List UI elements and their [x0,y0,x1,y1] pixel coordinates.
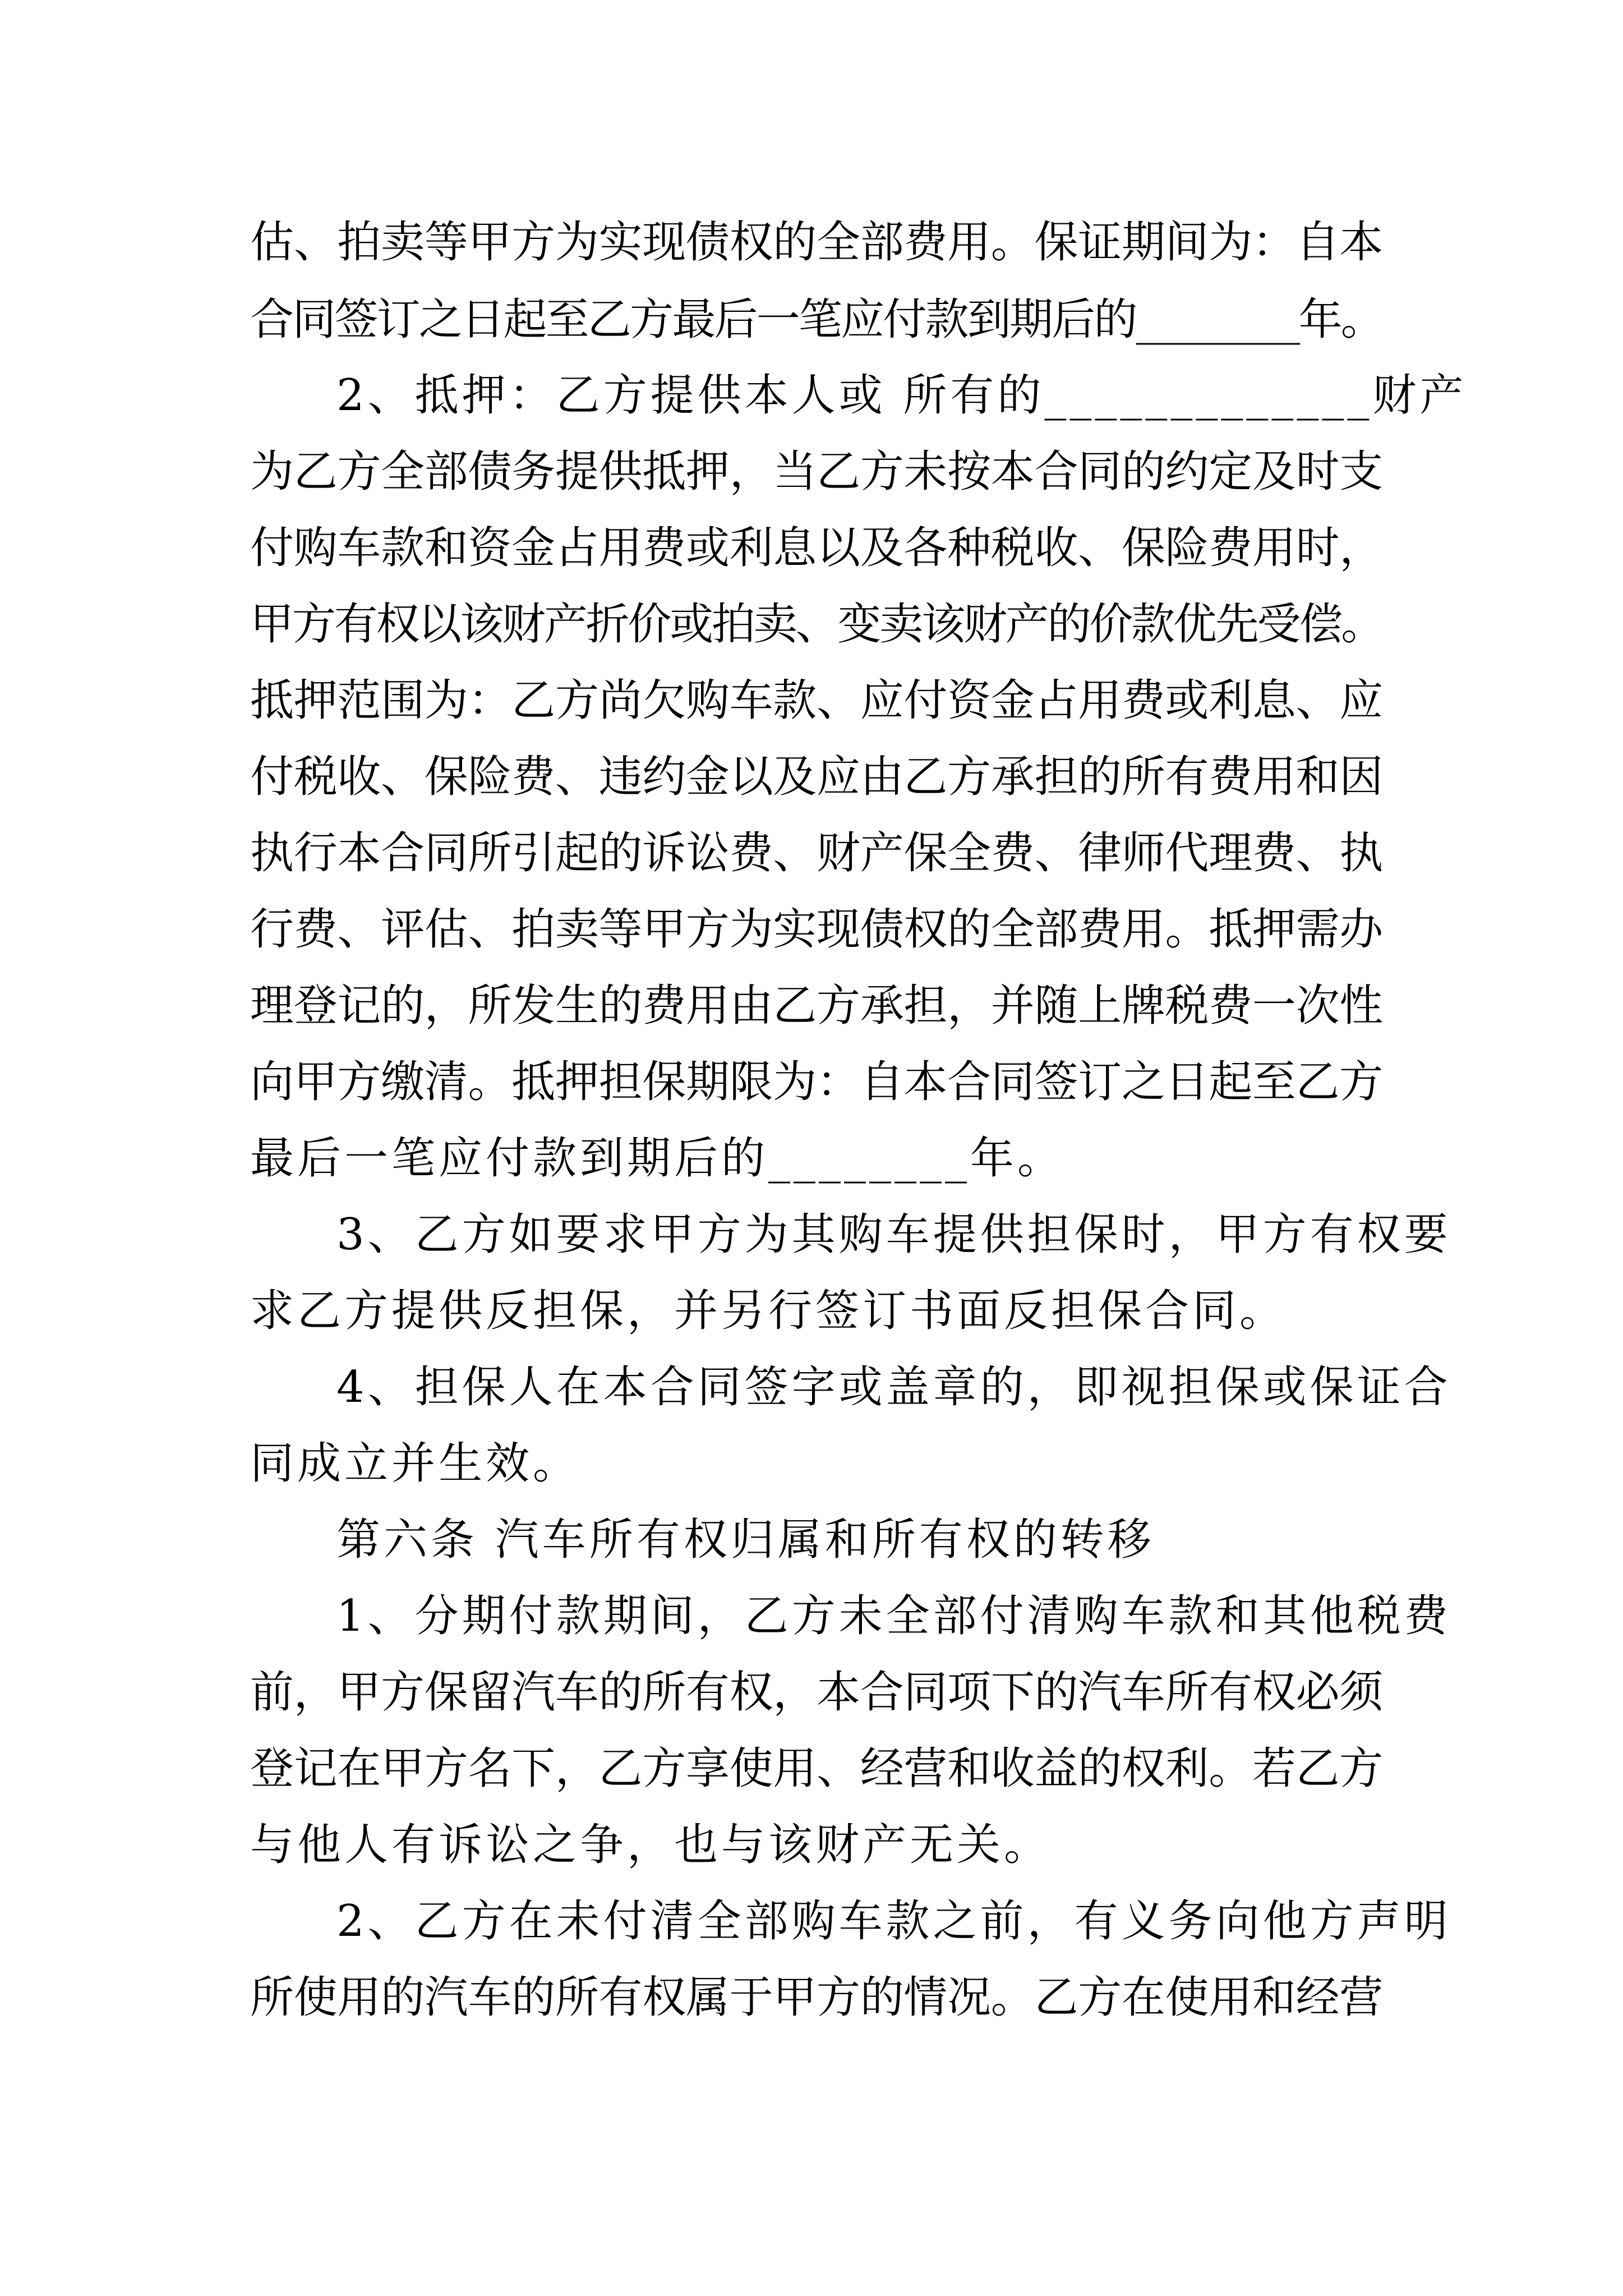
text-line: 4、担保人在本合同签字或盖章的，即视担保或保证合 [336,1362,1451,1412]
text-line: 3、乙方如要求甲方为其购车提供担保时，甲方有权要 [336,1209,1451,1260]
text-line: 同成立并生效。 [250,1438,580,1489]
text-line: 2、抵押：乙方提供本人或 所有的_____________财产 [336,370,1467,421]
text-line: 求乙方提供反担保，并另行签订书面反担保合同。 [250,1286,1287,1336]
text-line: 前，甲方保留汽车的所有权，本合同项下的汽车所有权必须 [250,1667,1384,1718]
text-line: 所使用的汽车的所有权属于甲方的情况。乙方在使用和经营 [250,1972,1384,2023]
text-line: 最后一笔应付款到期后的________年。 [250,1133,1065,1184]
text-line: 付购车款和资金占用费或利息以及各种税收、保险费用时， [250,523,1384,573]
text-line: 向甲方缴清。抵押担保期限为：自本合同签订之日起至乙方 [250,1057,1384,1107]
text-line: 甲方有权以该财产折价或拍卖、变卖该财产的价款优先受偿。 [250,599,1384,650]
text-line: 行费、评估、拍卖等甲方为实现债权的全部费用。抵押需办 [250,904,1384,955]
text-line: 合同签订之日起至乙方最后一笔应付款到期后的________年。 [250,295,1384,345]
text-line: 理登记的，所发生的费用由乙方承担，并随上牌税费一次性 [250,981,1384,1031]
section-heading: 第六条 汽车所有权归属和所有权的转移 [336,1515,1155,1565]
text-line: 与他人有诉讼之争，也与该财产无关。 [250,1820,1052,1870]
text-line: 执行本合同所引起的诉讼费、财产保全费、律师代理费、执 [250,828,1384,878]
text-line: 估、拍卖等甲方为实现债权的全部费用。保证期间为：自本 [250,217,1384,268]
text-line: 2、乙方在未付清全部购车款之前，有义务向他方声明 [336,1896,1451,1947]
text-line: 登记在甲方名下，乙方享使用、经营和收益的权利。若乙方 [250,1743,1384,1794]
text-line: 付税收、保险费、违约金以及应由乙方承担的所有费用和因 [250,752,1384,802]
text-line: 抵押范围为：乙方尚欠购车款、应付资金占用费或利息、应 [250,675,1384,726]
text-line: 1、分期付款期间，乙方未全部付清购车款和其他税费 [336,1591,1451,1641]
text-line: 为乙方全部债务提供抵押，当乙方未按本合同的约定及时支 [250,447,1384,497]
